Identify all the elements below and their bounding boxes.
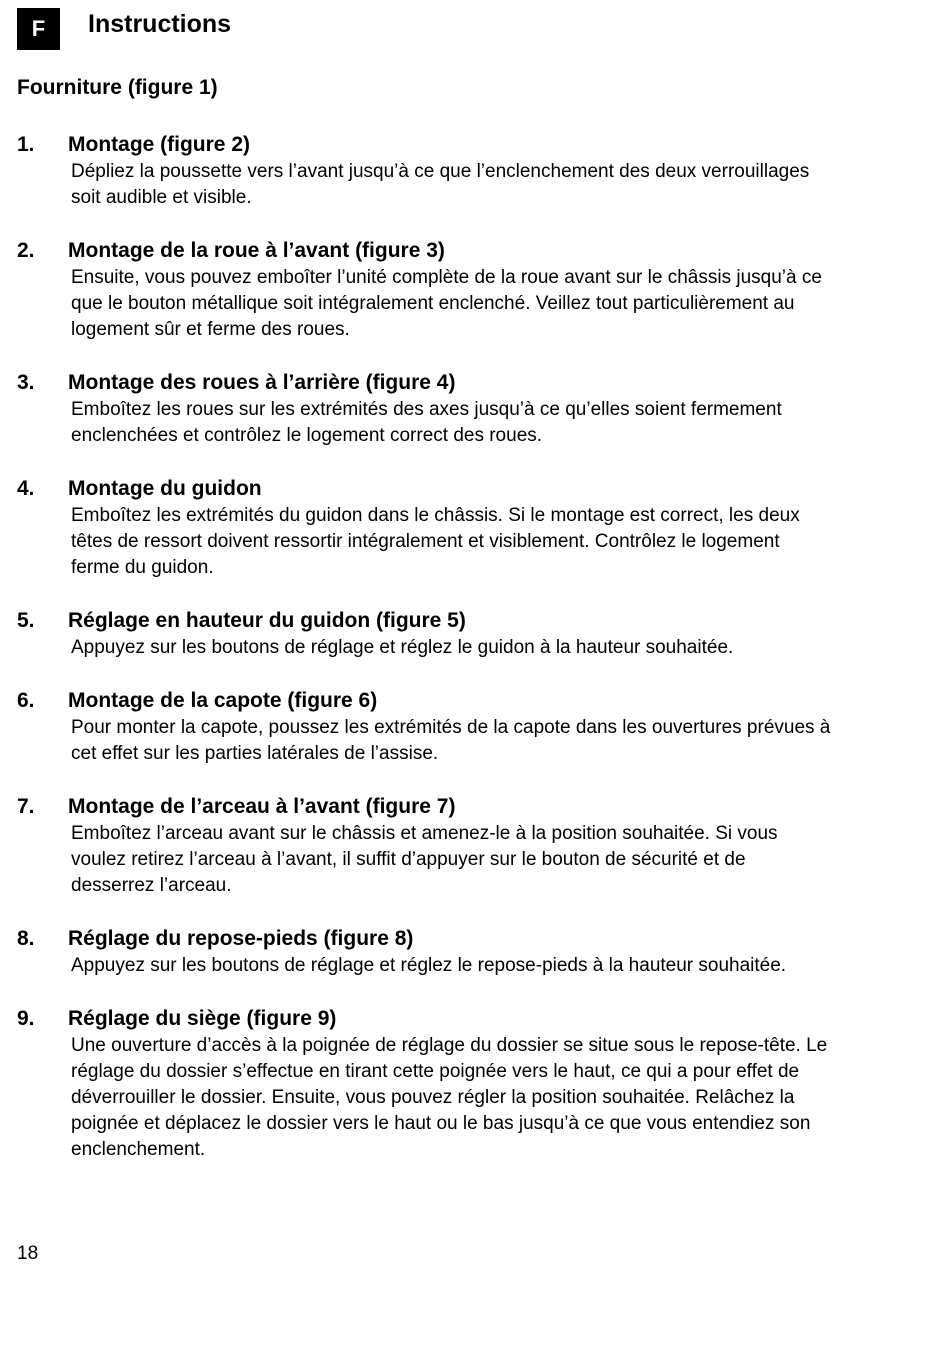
section-title: Réglage du siège (figure 9) bbox=[68, 1007, 337, 1030]
section-title: Montage du guidon bbox=[68, 477, 262, 500]
section-title: Montage de l’arceau à l’avant (figure 7) bbox=[68, 795, 456, 818]
section-text: Ensuite, vous pouvez emboîter l’unité complète de la roue avant sur le châssis jusqu’à ce que le bouton métallique soit intégralement enclenché. Veillez tout particulièrement au logement sûr et ferme des roues. bbox=[71, 267, 822, 340]
section-number: 2. bbox=[17, 239, 35, 262]
instruction-section-7 bbox=[17, 793, 837, 899]
section-title: Réglage du repose-pieds (figure 8) bbox=[68, 927, 414, 950]
language-badge: F bbox=[17, 8, 60, 50]
instruction-section-1 bbox=[17, 131, 837, 211]
section-title: Réglage en hauteur du guidon (figure 5) bbox=[68, 609, 466, 632]
section-number: 7. bbox=[17, 795, 35, 818]
section-heading bbox=[17, 131, 837, 159]
instruction-sections bbox=[17, 131, 837, 1189]
section-text: Appuyez sur les boutons de réglage et réglez le repose-pieds à la hauteur souhaitée. bbox=[71, 955, 787, 976]
section-text: Emboîtez les extrémités du guidon dans le châssis. Si le montage est correct, les deux têtes de ressort doivent ressortir intégralement et visiblement. Contrôlez le logement ferme du guidon. bbox=[71, 505, 800, 578]
section-title: Montage des roues à l’arrière (figure 4) bbox=[68, 371, 456, 394]
section-heading bbox=[17, 237, 837, 265]
supply-heading: Fourniture (figure 1) bbox=[17, 76, 218, 99]
section-heading bbox=[17, 369, 837, 397]
section-heading bbox=[17, 1005, 837, 1033]
page-title: Instructions bbox=[88, 10, 232, 38]
section-text: Une ouverture d’accès à la poignée de réglage du dossier se situe sous le repose-tête. Le réglage du dossier s’effectue en tirant cette poignée vers le haut, ce qui a pour effet de déverrouiller le dossier. Ensuite, vous pouvez régler la position souhaitée. Relâchez la poignée et déplacez le dossier vers le haut ou le bas jusqu’à ce que vous entendiez son enclenchement. bbox=[71, 1035, 828, 1160]
section-number: 1. bbox=[17, 133, 35, 156]
section-title: Montage (figure 2) bbox=[68, 133, 250, 156]
section-heading bbox=[17, 793, 837, 821]
section-text: Emboîtez les roues sur les extrémités des axes jusqu’à ce qu’elles soient fermement enclenchées et contrôlez le logement correct des roues. bbox=[71, 399, 782, 446]
section-title: Montage de la roue à l’avant (figure 3) bbox=[68, 239, 445, 262]
section-text: Dépliez la poussette vers l’avant jusqu’à ce que l’enclenchement des deux verrouillages soit audible et visible. bbox=[71, 161, 810, 208]
section-text: Appuyez sur les boutons de réglage et réglez le guidon à la hauteur souhaitée. bbox=[71, 637, 734, 658]
section-number: 3. bbox=[17, 371, 35, 394]
instruction-section-6 bbox=[17, 687, 837, 767]
instruction-section-8 bbox=[17, 925, 837, 979]
instruction-section-5 bbox=[17, 607, 837, 661]
section-number: 4. bbox=[17, 477, 35, 500]
instruction-section-9 bbox=[17, 1005, 837, 1163]
instruction-section-4 bbox=[17, 475, 837, 581]
instruction-section-2 bbox=[17, 237, 837, 343]
instruction-section-3 bbox=[17, 369, 837, 449]
section-text: Emboîtez l’arceau avant sur le châssis et amenez-le à la position souhaitée. Si vous voulez retirez l’arceau à l’avant, il suffit d’appuyer sur le bouton de sécurité et de desserrez l’arceau. bbox=[71, 823, 778, 896]
section-number: 6. bbox=[17, 689, 35, 712]
section-title: Montage de la capote (figure 6) bbox=[68, 689, 378, 712]
section-heading bbox=[17, 687, 837, 715]
section-text: Pour monter la capote, poussez les extrémités de la capote dans les ouvertures prévues à cet effet sur les parties latérales de l’assise. bbox=[71, 717, 831, 764]
section-heading bbox=[17, 607, 837, 635]
section-number: 5. bbox=[17, 609, 35, 632]
page-number: 18 bbox=[17, 1243, 39, 1264]
section-heading bbox=[17, 925, 837, 953]
section-number: 8. bbox=[17, 927, 35, 950]
section-number: 9. bbox=[17, 1007, 35, 1030]
section-heading bbox=[17, 475, 837, 503]
